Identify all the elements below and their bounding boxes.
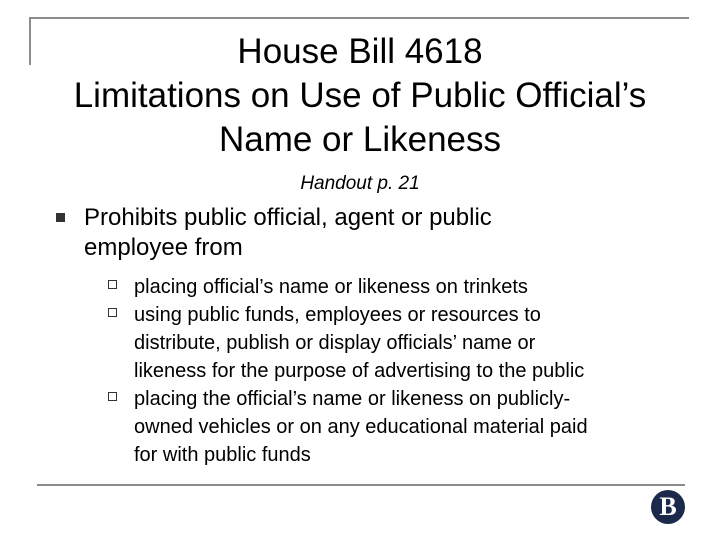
hollow-square-bullet-icon bbox=[108, 308, 117, 317]
subbullet-text bbox=[134, 301, 676, 385]
hollow-square-bullet-icon bbox=[108, 280, 117, 289]
subbullet-text bbox=[134, 273, 676, 301]
frame-top-accent bbox=[29, 17, 689, 19]
subbullet-item-2 bbox=[108, 301, 676, 385]
square-bullet-icon bbox=[56, 213, 65, 222]
title-line-3: Name or Likeness bbox=[218, 120, 502, 159]
logo-letter: B bbox=[659, 492, 677, 521]
bullet-item bbox=[56, 203, 676, 263]
subbullet-text bbox=[134, 385, 676, 469]
subbullet-list bbox=[56, 273, 676, 469]
bullet-line-1: Prohibits public official, agent or public bbox=[84, 204, 492, 231]
subbullet-2-line-1: using public funds, employees or resources to bbox=[134, 304, 541, 326]
subbullet-3-line-3: for with public funds bbox=[134, 444, 311, 466]
slide-subtitle: Handout p. 21 bbox=[300, 173, 420, 194]
subbullet-2-line-3: likeness for the purpose of advertising to the public bbox=[134, 360, 585, 382]
subbullet-3-line-2: owned vehicles or on any educational material paid bbox=[134, 416, 588, 438]
subbullet-2-line-2: distribute, publish or display officials’ name or bbox=[134, 332, 536, 354]
subbullet-item-3 bbox=[108, 385, 676, 469]
subbullet-1-line-1: placing official’s name or likeness on trinkets bbox=[134, 276, 528, 298]
bullet-list bbox=[56, 203, 676, 469]
logo-icon bbox=[651, 490, 685, 524]
title-line-1: House Bill 4618 bbox=[237, 32, 483, 71]
title-line-2: Limitations on Use of Public Official’s bbox=[73, 76, 647, 115]
subbullet-item-1 bbox=[108, 273, 676, 301]
footer-divider bbox=[37, 484, 685, 486]
bullet-line-2: employee from bbox=[84, 234, 243, 261]
hollow-square-bullet-icon bbox=[108, 392, 117, 401]
slide-title bbox=[0, 30, 720, 196]
bullet-text bbox=[84, 203, 676, 263]
subbullet-3-line-1: placing the official’s name or likeness on publicly- bbox=[134, 388, 571, 410]
